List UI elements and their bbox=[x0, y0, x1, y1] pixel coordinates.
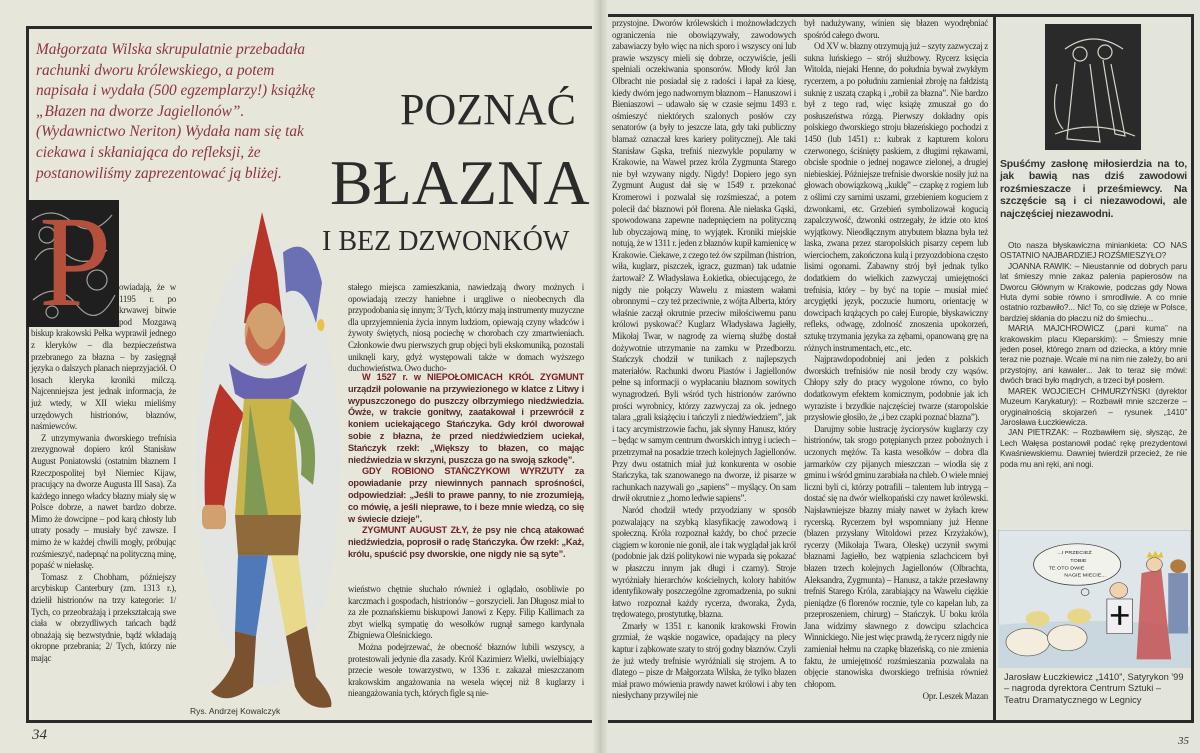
paragraph: Od XV w. błazny otrzymują już – szyty zazwyczaj z sukna luńskiego – strój służbowy. Rycerz księcia Witolda, niejaki Henne, do południa bywał zwykłym rycerzem, a po południu zamieniał zbroję na fałdzistą suknię z uszatą czapką i „robił za błazna”. Nie bardzo był z tego rad, więc książę zmuszał go do posłuszeństwa rózgą. Pierwszy dokładny opis polskiego dworskiego stroju błazeńskiego pochodzi z 1450 (lub 1451) r.: kubrak z kapturem koloru czerwonego, ściśnięty paskiem, z długimi rękawami, obcisłe spodnie o jednej nogawce zielonej, a drugiej niebieskiej. Późniejsze trefnisie dworskie nosiły już na głowach obowiązkową „kuklę” – czapkę z rogiem lub z oślimi czy sarnimi uszami, grzebieniem koguciem z dzwonkami, etc. Grzebień symbolizował kogucią zapalczywość, dzwonki ostrzegały, że idzie oto ktoś wyjątkowy. Nieodłącznym atrybutem błazna była też laska, zwana przez staropolskich pisarzy cepem lub wierciochem, zakończona kulą i przyozdobiona często lisimi ogonami. Zabawny strój był jednak tylko dodatkiem do wielkich zazwyczaj umiejętności trefnisia, który – by być na topie – musiał mieć arcygiętki język, poczucie humoru, orientację w dowcipach krążących po całej Europie, błyskawiczny refleks, odwagę, zdolność znoszenia upokorzeń, sztukę trzymania języka za zębami, opanowaną grę na różnych instrumentach, etc., etc. bbox=[804, 41, 988, 353]
cartoon-caption: Jarosław Łuczkiewicz „1410”, Satyrykon '99 – nagroda dyrektora Centrum Sztuki – Teatru Dramatycznego w Legnicy bbox=[1004, 672, 1184, 705]
anecdotes-box bbox=[348, 372, 584, 561]
illustration-caption: Rys. Andrzej Kowalczyk bbox=[190, 706, 281, 716]
right-column-2 bbox=[804, 18, 988, 703]
paragraph: Najprawdopodobniej ani jeden z polskich dworskich trefnisiów nie nosił brody czy wąsów. Chłopy szły do pracy wygolone równo, co było dodatkowym efektem komicznym, podobnie jak ich wyraziste i brzydkie najczęściej twarze (staropolskie przysłowie głosiło, że „i bez czapki poznać błazna”). bbox=[804, 354, 988, 423]
page-number: 34 bbox=[32, 727, 47, 743]
bubble-line: TOBIE bbox=[1070, 558, 1087, 564]
paragraph: Można podejrzewać, że obecność błaznów lubili wszyscy, a protestowali jedynie dla zasady. Król Kazimierz Wielki, uwielbiający przecie wesołe towarzystwo, w 1336 r. zakazał mieszczanom krakowskim angażowania na wesela więcej niż 8 kuglarzy i nieangażowania tych, których figle są nie- bbox=[348, 641, 584, 699]
cartoon-1410 bbox=[998, 530, 1191, 668]
title-line-1: POZNAĆ bbox=[400, 85, 577, 134]
drop-cap-ornament bbox=[27, 200, 119, 327]
page-number: 35 bbox=[1178, 735, 1189, 747]
bubble-line: ...I PRZECIEŻ bbox=[1057, 550, 1092, 557]
survey-intro: Oto nasza błyskawiczna miniankieta: CO NAS OSTATNIO NAJBARDZIEJ ROZŚMIESZYŁO? bbox=[1000, 240, 1187, 261]
left-column-2-bottom bbox=[348, 584, 584, 700]
paragraph: stałego miejsca zamieszkania, nawiedzają dwory możnych i opowiadają rzeczy haniebne i urągliwe o nieobecnych dla przypodobania się innym; 3/ Tych, którzy mają instrumenty muzyczne dla uprzyjemnienia życia innym ludziom, opiewają czyny władców i żywoty świętych, niosą pociechę w chorobach czy zmartwieniach. Członkowie dwu pierwszych grup objęci byli ekskomuniką, pozostali uniknęli kary, gdyż występowali także w domach wyższego duchowieństwa. Owo ducho- bbox=[348, 282, 584, 374]
article-intro: Małgorzata Wilska skrupulatnie przebadała rachunki dworu królewskiego, a potem napisała i wydała (500 egzemplarzy!) książkę „Błazen na dworze Jagiellonów”. (Wydawnictwo Neriton) Wydała nam się tak ciekawa i skłaniająca do refleksji, że postanowiliśmy zaprezentować ją bliżej. bbox=[36, 41, 316, 182]
anecdote-lead: GDY ROBIONO STAŃCZYKOWI WYRZUTY bbox=[362, 466, 565, 477]
right-page bbox=[600, 0, 1200, 753]
woodcut-image bbox=[1045, 24, 1141, 150]
paragraph: Z utrzymywania dworskiego trefnisia zrezygnował dopiero król Stanisław August Poniatowski (ostatnim błaznem I Rzeczpospolitej był Niemiec Kijaw, pracujący na dworze Augusta III Sasa). Za każdego innego władcy błazny miały się w Polsce dobrze, a nawet bardzo dobrze. Mimo że dowcipne – pod karą chłosty lub utraty posady – musiały być zawsze. I mimo że w każdej chwili mogły, próbując rozśmieszyć, nadepnąć na polityczną minę, popaść w niełaskę. bbox=[31, 432, 176, 571]
right-column-1 bbox=[612, 18, 796, 702]
survey-answer: JOANNA RAWIK: – Nieustannie od dobrych paru lat śmieszy mnie zakaz palenia papierosów na Dworcu Głównym w Krakowie, podczas gdy Nowa Huta dymi sobie równo i smrodliwie. A co mnie ostatnio rozbawiło?... Nic! To, co się dzieje w Polsce, bardziej skłania do płaczu niż do śmiechu... bbox=[1000, 260, 1187, 323]
anecdote-text: za opowiadanie przy niewinnych pannach sprośności, odpowiedział: „Jeśli to prawe panny, to nie zrozumieją, co mówię, a jeśli nieprawe, to i beze mnie wiedzą, co się w świecie dzieje”. bbox=[348, 466, 584, 524]
mini-survey bbox=[1000, 240, 1187, 469]
anecdote-text: że psy nie chcą atakować niedźwiedzia, poprosił o radę Stańczyka. Ów rzekł: „Każ, królu, spuścić psy dworskie, one nigdy nie są syte”. bbox=[348, 525, 584, 559]
paragraph: Darujmy sobie lustrację życiorysów kuglarzy czy histrionów, tak srogo potępianych przez pobożnych i uczonych mężów. Ta kasta wesołków – dobra dla jarmarków czy pijanych mieszczan – wiodła się z gminu i wśród gminu zarabiała na chleb. O wiele mniej liczni byli ci, którzy potrafili – talentem lub intrygą – dostać się na dwór wielkopański czy nawet królewski. Najsławniejsze błazny miały nawet w żyłach krew rycerską. Rycerzem był wspomniany już Henne (błazen przysłany Witoldowi przez Krzyżaków), rycerzy (Mikołaja Twara, Oleskę) uczynił swymi błaznami Jagiełło, bez wątpienia szlachcicem był błazen trzech kolejnych Jagiellonów (Olbrachta, Aleksandra, Zygmunta) – Hanusz, a także przesławny trefniś Starego Króla, zarabiający na Wawelu ciężkie pieniądze (6 florenów rocznie, tyle co kapelan lub, za przeproszeniem, chirurg) – Stańczyk. U boku króla Jana widzimy sławnego z dowcipu szlachcica Winnickiego. Nie jest więc prawdą, że rycerz nigdy nie zamieniał hełmu na czapkę błazeńską, co nie zmienia faktu, że umiejętność rozśmieszania pozwalała na objęcie stanowiska dworskiego trefnisia również chłopom. bbox=[804, 423, 988, 689]
paragraph: był nadużywany, winien się błazen wyodrębniać spośród całego dworu. bbox=[804, 18, 988, 40]
left-column-1 bbox=[31, 282, 176, 665]
left-column-2-top bbox=[348, 282, 584, 375]
paragraph: Tomasz z Chobham, późniejszy arcybiskup Canterbury (zm. 1313 r.), dzielił histrionów na trzy kategorie: 1/ Tych, co przeobrażają i przekształcają swe ciała w obrzydliwych tańcach bądź obnażają się bezwstydnie, bądź wkładają okropne przebrania; 2/ Tych, którzy nie mając bbox=[31, 571, 176, 663]
drop-cap-letter: P bbox=[39, 200, 112, 327]
paragraph: Naród chodził wtedy przyodziany w sposób pozwalający na szybką klasyfikację zawodową i społeczną. Króla rozpoznał każdy, bo choć przecie ciągiem w koronie nie gonił, ale i tak wyglądał jak król (podobnie jak dziś politykowi nie wypada się pokazać w płaszczu innym jak długi i czarny). Stroje wyróżniały hierarchów kościelnych, kolory habitów identyfikowały poszczególne zgromadzenia, po sukni łatwo rozpoznał każdy rycerza, dworaka, Żyda, trędowatego, prostytutkę, błazna. bbox=[612, 504, 796, 620]
paragraph: owiadają, że w 1195 r. po krwawej bitwie pod Mozgawą biskup krakowski Pełka wyprawił jednego z kleryków – dla bezpieczeństwa przebranego za błazna – by zasięgnął języka o dalszych planach nieprzyjaciół. O losach kleryka kroniki milczą. Najcenniejsza jest jednak informacja, że już wtedy, w XII wieku mieliśmy urzędowych histrionów, błaznów, naśmiewców. bbox=[31, 282, 176, 432]
anecdote-text: urządził polowanie na przywiezionego w klatce z Litwy i wypuszczonego do puszczy olbrzymiego niedźwiedzia. Ówże, w trakcie gonitwy, zaatakował i przewrócił z koniem uciekającego Stańczyka. Gdy król dworował sobie z błazna, że przed niedźwiedziem uciekał, Stańczyk rzekł: „Większy to błazen, co mając niedźwiedzia w skrzyni, puszcza go na swoją szkodę”. bbox=[348, 383, 584, 465]
sidebar-divider bbox=[993, 14, 996, 723]
title-line-3: I BEZ DZWONKÓW bbox=[322, 226, 570, 257]
anecdote-lead: ZYGMUNT AUGUST ZŁY, bbox=[362, 525, 469, 536]
jester-illustration bbox=[178, 212, 346, 717]
survey-answer: JAN PIETRZAK: – Rozbawiłem się, słysząc, że Lech Wałęsa postanowił podać rękę prezydentowi Kwaśniewskiemu. Dawniej twierdził przecież, że nie poda mu ani ręki, ani nogi. bbox=[1000, 427, 1187, 469]
paragraph: wieństwo chętnie słuchało również i oglądało, osobliwie po karczmach i gospodach, histrionów – gorszycieli. Jan Długosz miał to za złe poznańskiemu biskupowi Janowi z Kępy. Filip Kallimach za zbyt wielką sympatię do wesołków rugnął samego kardynała Zbigniewa Oleśnickiego. bbox=[348, 584, 584, 641]
title-line-2: BŁAZNA bbox=[330, 147, 590, 218]
survey-answer: MAREK WOJCIECH CHMURZYŃSKI (dyrektor Muzeum Karykatury): – Rozbawił mnie szczerze – oryginalnością skojarzeń – rysunek „1410” Jarosława Łuczkiewicza. bbox=[1000, 385, 1187, 427]
paragraph: Zmarły w 1351 r. kanonik krakowski Frowin grzmiał, że wąskie nogawice, opadający na plecy kaptur i ząbkowate szaty to strój godny błaznów. Czyli że już wtedy trefnisie wyróżniali się strojem. A to dlatego – pisze dr Małgorzata Wilska, że tylko błazen miał prawo mówienia prawdy nawet królowi i aby ten niesłychany przywilej nie bbox=[612, 620, 796, 701]
survey-answer: MARIA MAJCHROWICZ („pani kuma” na krakowskim placu Kleparskim): – Śmieszy mnie jeden poseł, którego znam od dziecka, a który mnie teraz nie poznaje. Wcale mi na nim nie zależy, bo ani przystojny, ani kawaler... Jak to teraz się mówi: dwóch braci było mądrych, a trzeci był posłem. bbox=[1000, 323, 1187, 386]
sidebar-quote: Spuśćmy zasłonę miłosierdzia na to, jak bawią nas dziś zawodowi rozśmieszacze i prześmiewcy. Na szczęście są i ci niezawodowi, ale najczęściej niezawodni. bbox=[1000, 158, 1187, 220]
author-credit: Opr. Leszek Mazan bbox=[922, 691, 988, 702]
anecdote-lead: W 1527 r. w NIEPOŁOMICACH KRÓL ZYGMUNT bbox=[362, 372, 584, 382]
bubble-line: TE OTO DWIE bbox=[1048, 565, 1085, 572]
bubble-line: NAGIE MIECIE... bbox=[1064, 572, 1106, 579]
paragraph: przystojne. Dworów królewskich i możnowładczych ograniczenia nie obowiązywały, zawodowych zabawiaczy było więc na nich sporo i wszyscy oni lub prawie wszyscy mieli się dobrze, oczywiście, jeśli spełniali oczekiwania sponsorów. Młody król Jan Olbracht nie posiadał się z radości i łapał za kiesę, kiedy dwóm jego nadwornym błaznom – Hanuszowi i Bieniaszowi – udawało się w czasie sejmu 1493 r. ośmieszyć niektórych szalonych posłów czy senatorów (a były to jeszcze lata, gdy taki publiczny blamaż oznaczał kres kariery politycznej). Ale taki Stanisław Gąska, trefniś niezwykle popularny w Krakowie, na Wawel przez króla Zygmunta Starego nie był wzywany nigdy. Nigdy! Dopiero jego syn Zygmunt August dał się w 1549 r. przekonać Kromerowi i pozwalał się rozśmieszać, a potem polecił dać błaznowi pół florena. Ale niełaska Gąski, spowodowana zapewne nadepnięciem na polityczną lub obyczajową minę, to wyjątek. Kroniki miejskie notują, że w 1311 r. jeden z błaznów kupił kamienicę w Krakowie. Ciekawe, z czego też ów szpilman (histrion, wiła, kuglarz, piszczek, igracz, guzman) tak udatnie żartował? Z Władysława Łokietka, obiecującego, że nigdy nie połączy Wawelu z miastem wałami obronnymi – czy też przeciwnie, z wójta Alberta, który właśnie zaczął okrutnie przeciw miłościwemu panu królowi pyskować? Kuglarz Władysława Jagiełły, Mikołaj Twar, w nagrodę za wierną służbę dostał dożywotnie utrzymanie na zamku w Przedborzu. Stańczyk chodził w tunikach z najlepszych materiałów. Rachunki dworu Piastów i Jagiellonów pełne są informacji o wypłacaniu błaznom sowitych wynagrodzeń. Byli wśród tych histrionów zarówno prości wyrobnicy, którzy zazwyczaj za ok. jednego talara „grali książęciu i tańczyli z niedźwiedziem”, jak i tacy arcymistrzowie fachu, jak słynny Hanusz, który – będąc w samym centrum dworskich intryg i uciech – przetrzymał na posadzie trzech kolejnych Jagiellonów. Przy dwu ostatnich miał już konkurenta w osobie Stańczyka, tak szanowanego na dworze, iż pisarze w rachunkach nazywali go „sapiens” – myślący. On sam drwił okrutnie z „homo ledwie sapiens”. bbox=[612, 18, 796, 504]
page-spine bbox=[592, 0, 608, 753]
